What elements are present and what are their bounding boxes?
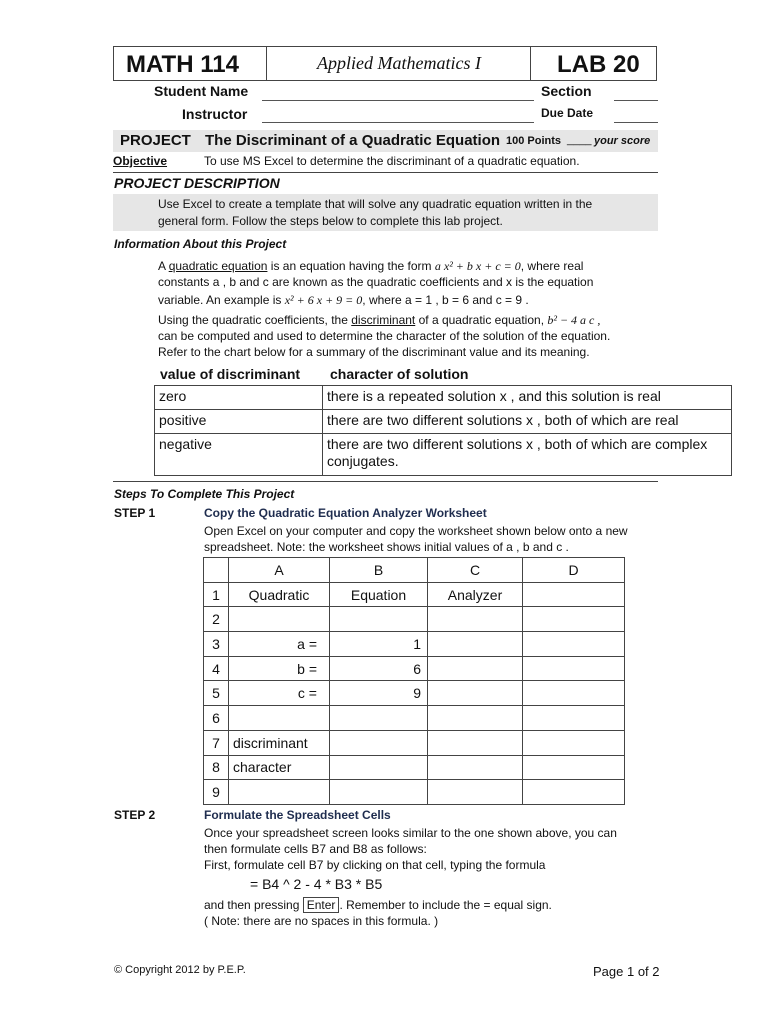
step2-label: STEP 2: [114, 808, 156, 822]
page-number: Page 1 of 2: [593, 964, 660, 979]
cell-c2[interactable]: [428, 607, 523, 632]
info-text: of a quadratic equation,: [415, 313, 548, 327]
formula-text: x² + 6 x + 9 = 0: [284, 293, 363, 307]
row-number[interactable]: 5: [204, 681, 229, 706]
cell-d6[interactable]: [523, 706, 625, 731]
student-name-label: Student Name: [154, 83, 249, 99]
project-points: 100 Points: [506, 135, 562, 147]
description-line: general form. Follow the steps below to complete this lab project.: [158, 214, 503, 228]
cell-a2[interactable]: [229, 607, 330, 632]
worksheet-header-row: [204, 558, 625, 583]
row-number[interactable]: 3: [204, 632, 229, 657]
worksheet-row: [204, 706, 625, 731]
corner-cell: [204, 558, 229, 583]
info-text: variable. An example is: [158, 293, 285, 307]
description-heading: PROJECT DESCRIPTION: [114, 175, 280, 191]
worksheet-row: [204, 780, 625, 805]
worksheet-row: [204, 730, 625, 755]
info-text: , where a = 1 , b = 6 and c = 9 .: [362, 293, 529, 307]
step2-text: [204, 897, 552, 914]
cell-d7[interactable]: [523, 730, 625, 755]
student-name-field[interactable]: [262, 100, 534, 101]
cell-c6[interactable]: [428, 706, 523, 731]
project-label: PROJECT: [120, 132, 191, 149]
cell-c1[interactable]: Analyzer: [428, 582, 523, 607]
section-field[interactable]: [614, 100, 658, 101]
table-row: [155, 410, 732, 434]
enter-key: Enter: [303, 897, 340, 913]
info-paragraph-line: Refer to the chart below for a summary of the discriminant value and its meaning.: [158, 345, 590, 359]
formula-text: a x² + b x + c = 0: [434, 259, 521, 273]
cell-b8[interactable]: [330, 755, 428, 780]
table-cell: there are two different solutions x , both of which are complex conjugates.: [323, 434, 732, 476]
worksheet-row: [204, 582, 625, 607]
cell-c9[interactable]: [428, 780, 523, 805]
worksheet-row: [204, 607, 625, 632]
worksheet-row: [204, 656, 625, 681]
course-subtitle: Applied Mathematics I: [317, 53, 481, 73]
row-number[interactable]: 8: [204, 755, 229, 780]
disc-header-value: value of discriminant: [160, 366, 301, 382]
cell-a7[interactable]: discriminant: [229, 730, 330, 755]
info-text: Using the quadratic coefficients, the: [158, 313, 352, 327]
column-header-d[interactable]: D: [523, 558, 625, 583]
cell-b4[interactable]: 6: [330, 656, 428, 681]
info-text: A: [158, 259, 169, 273]
cell-a3[interactable]: a =: [229, 632, 330, 657]
cell-b1[interactable]: Equation: [330, 582, 428, 607]
copyright: © Copyright 2012 by P.E.P.: [114, 964, 246, 976]
step1-title: Copy the Quadratic Equation Analyzer Worksheet: [204, 506, 487, 520]
step1-label: STEP 1: [114, 506, 156, 520]
step2-title: Formulate the Spreadsheet Cells: [204, 808, 391, 822]
step2-text: First, formulate cell B7 by clicking on that cell, typing the formula: [204, 858, 546, 872]
cell-b5[interactable]: 9: [330, 681, 428, 706]
cell-c7[interactable]: [428, 730, 523, 755]
info-text: is an equation having the form: [267, 259, 435, 273]
table-cell: there are two different solutions x , both of which are real: [323, 410, 732, 434]
instructor-field[interactable]: [262, 122, 534, 123]
info-text: , where real: [520, 259, 584, 273]
info-paragraph-line: [158, 292, 529, 309]
worksheet-row: [204, 755, 625, 780]
row-number[interactable]: 6: [204, 706, 229, 731]
info-paragraph-line: [158, 258, 583, 275]
row-number[interactable]: 7: [204, 730, 229, 755]
cell-b3[interactable]: 1: [330, 632, 428, 657]
step2-text-part: and then pressing: [204, 898, 300, 912]
cell-a4[interactable]: b =: [229, 656, 330, 681]
cell-d2[interactable]: [523, 607, 625, 632]
cell-a5[interactable]: c =: [229, 681, 330, 706]
due-date-field[interactable]: [614, 122, 658, 123]
cell-b9[interactable]: [330, 780, 428, 805]
divider: [113, 172, 658, 173]
worksheet-row: [204, 681, 625, 706]
step1-text: spreadsheet. Note: the worksheet shows initial values of a , b and c .: [204, 540, 569, 554]
row-number[interactable]: 1: [204, 582, 229, 607]
step2-note: ( Note: there are no spaces in this formula. ): [204, 914, 439, 928]
cell-a1[interactable]: Quadratic: [229, 582, 330, 607]
score-blank[interactable]: ____: [567, 134, 592, 146]
header-divider: [266, 47, 267, 80]
divider: [113, 481, 658, 482]
row-number[interactable]: 4: [204, 656, 229, 681]
cell-d8[interactable]: [523, 755, 625, 780]
table-row: [155, 386, 732, 410]
worksheet-table: [203, 557, 625, 805]
table-cell: there is a repeated solution x , and this solution is real: [323, 386, 732, 410]
header-divider: [530, 47, 531, 80]
cell-b6[interactable]: [330, 706, 428, 731]
column-header-c[interactable]: C: [428, 558, 523, 583]
cell-c4[interactable]: [428, 656, 523, 681]
cell-c3[interactable]: [428, 632, 523, 657]
course-title: MATH 114: [126, 51, 239, 78]
cell-b2[interactable]: [330, 607, 428, 632]
step2-text: Once your spreadsheet screen looks similar to the one shown above, you can: [204, 826, 617, 840]
cell-c8[interactable]: [428, 755, 523, 780]
cell-c5[interactable]: [428, 681, 523, 706]
cell-a6[interactable]: [229, 706, 330, 731]
cell-d3[interactable]: [523, 632, 625, 657]
table-row: [155, 434, 732, 476]
due-date-label: Due Date: [541, 106, 594, 120]
info-paragraph-line: constants a , b and c are known as the quadratic coefficients and x is the equation: [158, 275, 594, 289]
column-header-a[interactable]: A: [229, 558, 330, 583]
step2-text-part: . Remember to include the = equal sign.: [339, 898, 552, 912]
info-heading: Information About this Project: [114, 237, 287, 251]
info-paragraph-line: [158, 312, 600, 329]
cell-b7[interactable]: [330, 730, 428, 755]
steps-heading: Steps To Complete This Project: [114, 487, 295, 501]
cell-a9[interactable]: [229, 780, 330, 805]
table-cell: negative: [155, 434, 323, 476]
step1-text: Open Excel on your computer and copy the worksheet shown below onto a new: [204, 524, 628, 538]
instructor-label: Instructor: [182, 106, 248, 122]
quadratic-equation-link: quadratic equation: [168, 259, 268, 273]
cell-d5[interactable]: [523, 681, 625, 706]
info-paragraph-line: can be computed and used to determine the character of the solution of the equation.: [158, 329, 611, 343]
description-line: Use Excel to create a template that will solve any quadratic equation written in the: [158, 197, 593, 211]
discriminant-link: discriminant: [351, 313, 416, 327]
score-label: your score: [594, 135, 651, 147]
objective-label: Objective: [113, 154, 168, 168]
row-number[interactable]: 9: [204, 780, 229, 805]
step2-text: then formulate cells B7 and B8 as follows:: [204, 842, 427, 856]
cell-a8[interactable]: character: [229, 755, 330, 780]
worksheet-row: [204, 632, 625, 657]
project-title: The Discriminant of a Quadratic Equation: [205, 132, 501, 149]
formula-b7: = B4 ^ 2 - 4 * B3 * B5: [250, 876, 383, 892]
cell-d1[interactable]: [523, 582, 625, 607]
cell-d4[interactable]: [523, 656, 625, 681]
table-cell: positive: [155, 410, 323, 434]
discriminant-table: [154, 385, 732, 476]
row-number[interactable]: 2: [204, 607, 229, 632]
lab-number: LAB 20: [557, 51, 640, 78]
objective-text: To use MS Excel to determine the discriminant of a quadratic equation.: [204, 154, 580, 168]
section-label: Section: [541, 83, 592, 99]
table-cell: zero: [155, 386, 323, 410]
column-header-b[interactable]: B: [330, 558, 428, 583]
header-box: [113, 46, 657, 81]
disc-header-character: character of solution: [330, 366, 469, 382]
cell-d9[interactable]: [523, 780, 625, 805]
formula-text: b² − 4 a c ,: [547, 313, 601, 327]
